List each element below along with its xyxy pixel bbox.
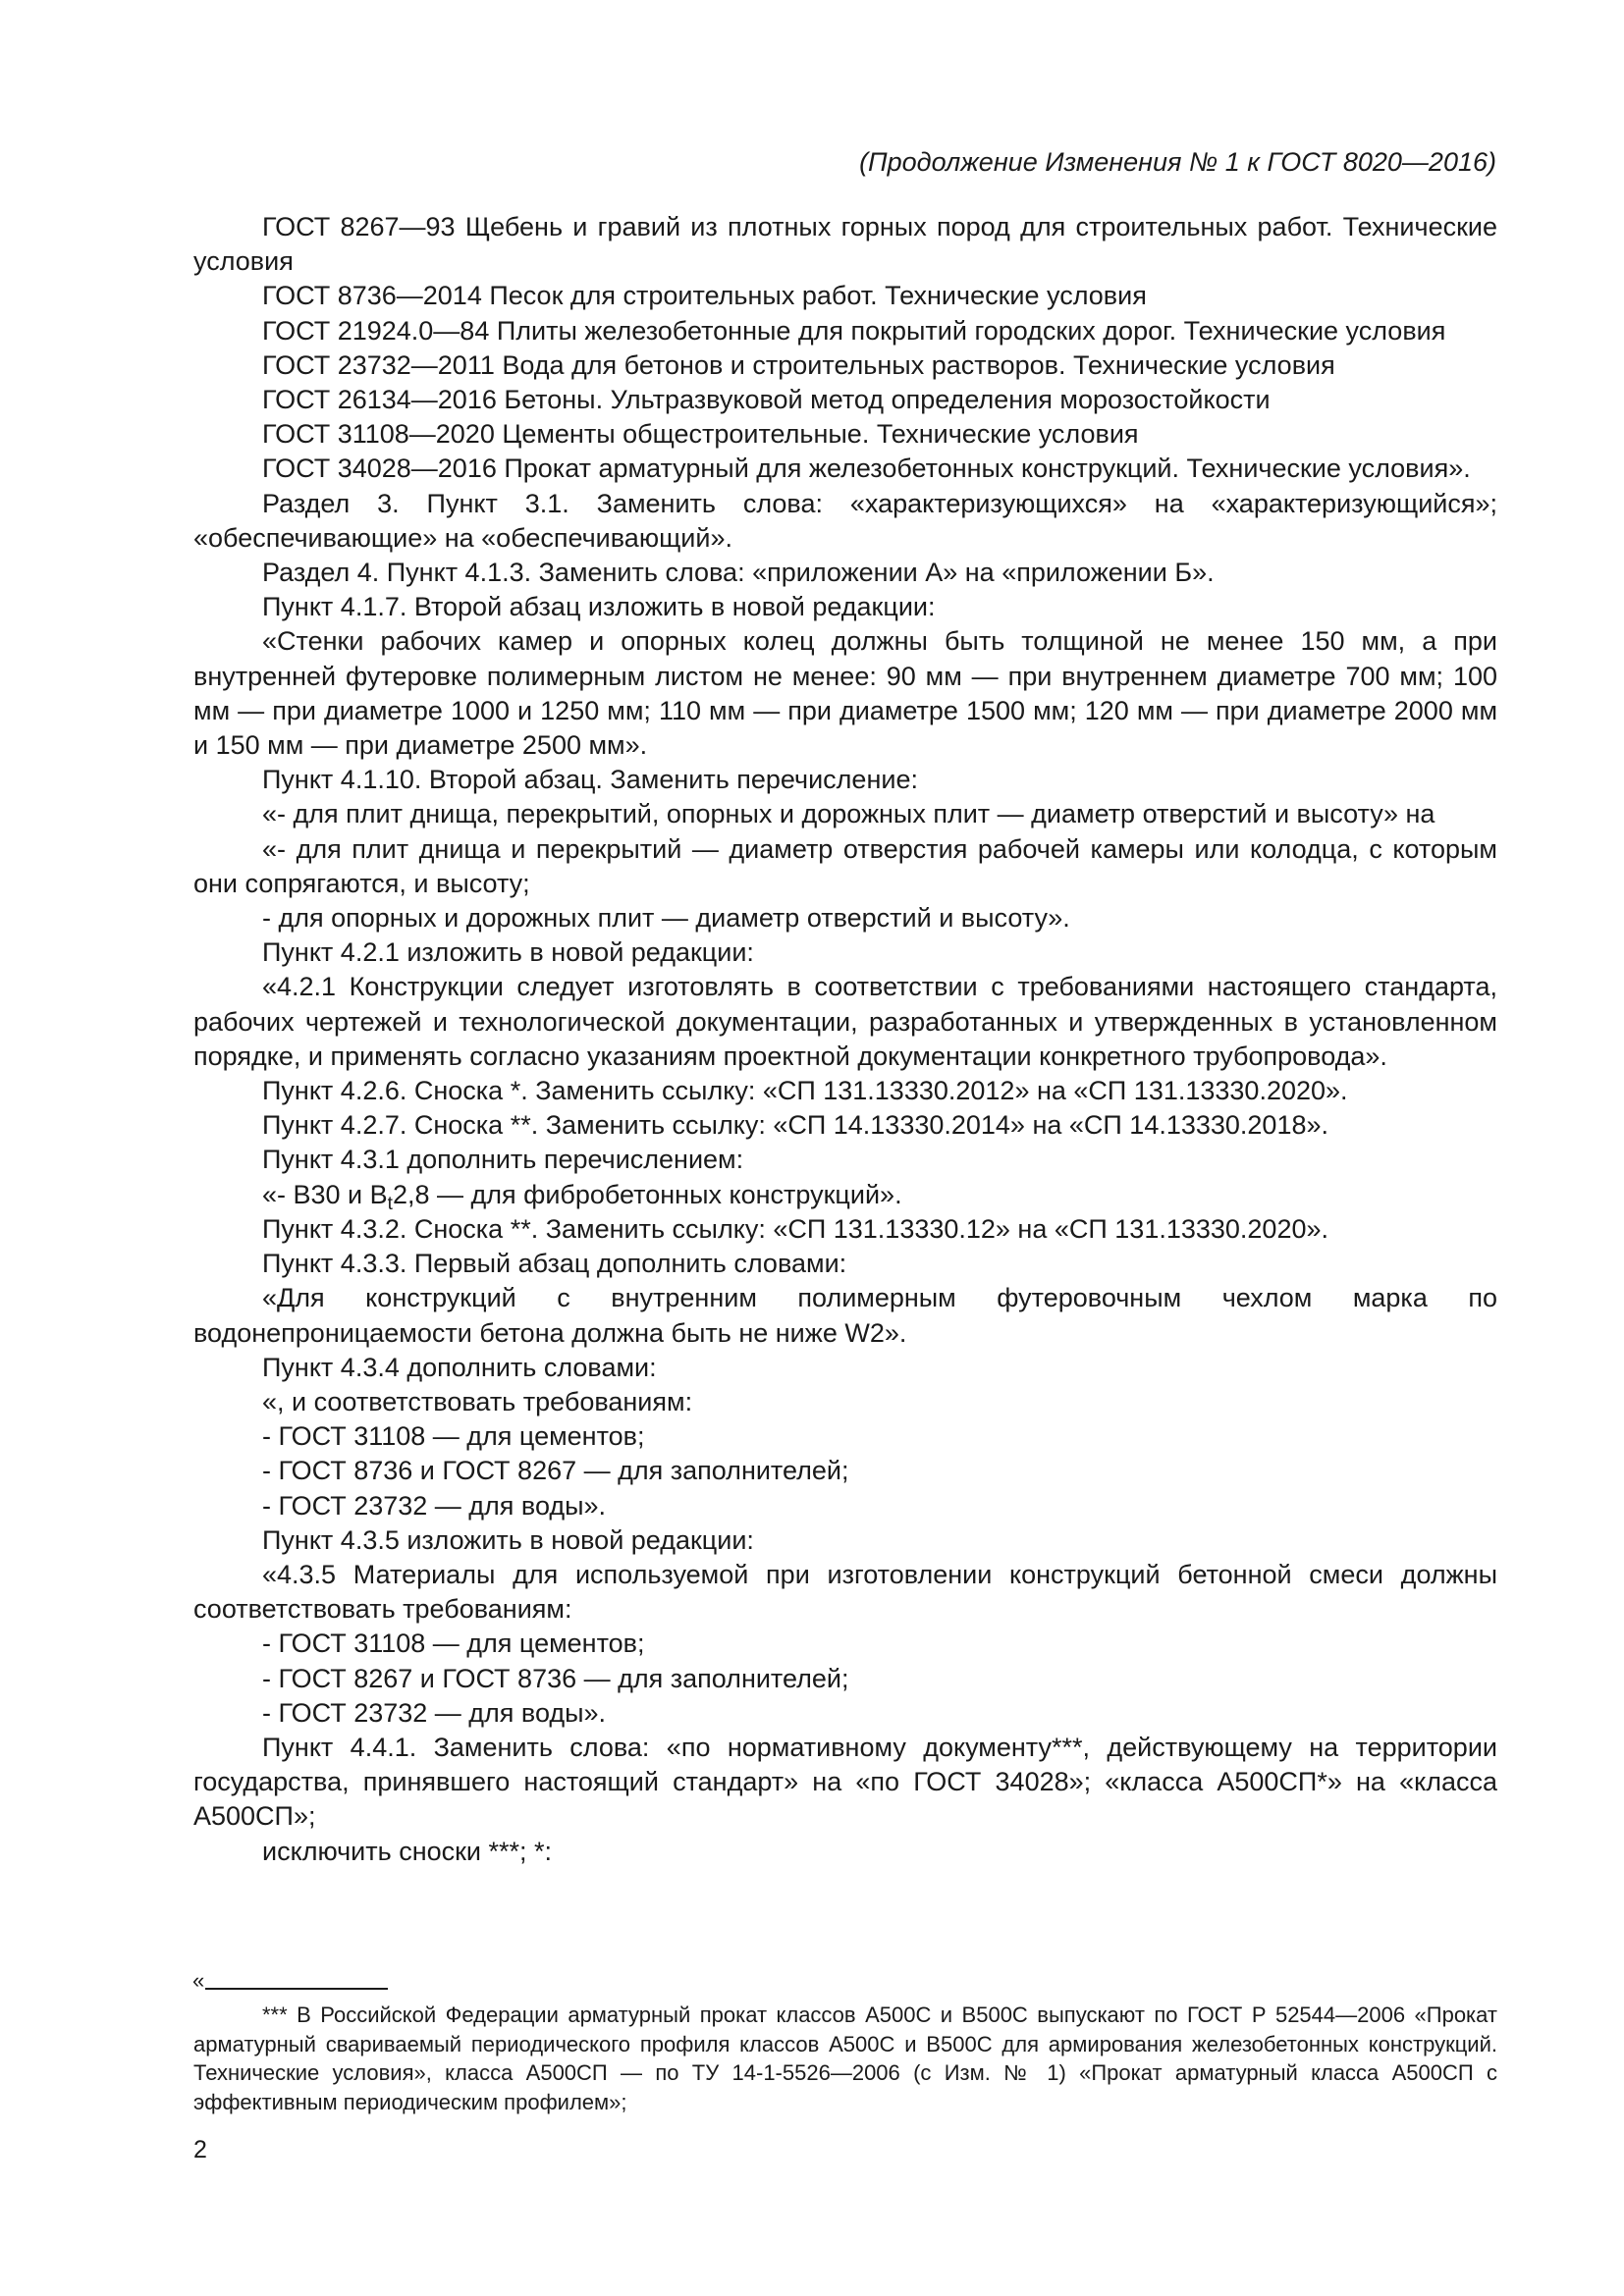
- paragraph: Пункт 4.3.2. Сноска **. Заменить ссылку: «СП 131.13330.12» на «СП 131.13330.2020».: [262, 1213, 1328, 1244]
- subscript: t: [387, 1193, 393, 1214]
- list-item: - ГОСТ 31108 — для цементов;: [262, 1421, 645, 1452]
- paragraph: Пункт 4.3.4 дополнить словами:: [262, 1352, 657, 1382]
- body-text: [193, 210, 1497, 1869]
- list-item: - ГОСТ 8267 и ГОСТ 8736 — для заполнителей;: [262, 1663, 849, 1693]
- paragraph: ГОСТ 21924.0—84 Плиты железобетонные для покрытий городских дорог. Технические условия: [262, 315, 1446, 346]
- paragraph: ГОСТ 8736—2014 Песок для строительных работ. Технические условия: [262, 281, 1147, 311]
- paragraph: Пункт 4.4.1. Заменить слова: «по нормативному документу***, действующему на территории государства, принявшего настоящий стандарт» на «по ГОСТ 34028»; «класса А500СП*» на «класса А500СП»;: [193, 1732, 1497, 1832]
- paragraph: - для опорных и дорожных плит — диаметр отверстий и высоту».: [262, 903, 1070, 934]
- paragraph: ГОСТ 23732—2011 Вода для бетонов и строительных растворов. Технические условия: [262, 349, 1335, 380]
- paragraph: ГОСТ 34028—2016 Прокат арматурный для железобетонных конструкций. Технические условия».: [262, 454, 1471, 484]
- paragraph: ГОСТ 31108—2020 Цементы общестроительные. Технические условия: [262, 419, 1139, 450]
- paragraph: «, и соответствовать требованиям:: [262, 1386, 693, 1416]
- paragraph: ГОСТ 26134—2016 Бетоны. Ультразвуковой метод определения морозостойкости: [262, 385, 1271, 415]
- list-item: - ГОСТ 23732 — для воды».: [262, 1490, 607, 1521]
- footnote: [193, 2001, 1497, 2116]
- paragraph: «4.3.5 Материалы для используемой при изготовлении конструкций бетонной смеси должны соответствовать требованиям:: [193, 1559, 1497, 1625]
- paragraph-subscript: [193, 1178, 1497, 1212]
- paragraph: Пункт 4.1.10. Второй абзац. Заменить перечисление:: [262, 765, 918, 795]
- text-run: 2,8 — для фибробетонных конструкций».: [392, 1179, 902, 1209]
- list-item: - ГОСТ 23732 — для воды».: [262, 1697, 607, 1728]
- paragraph: Пункт 4.2.1 изложить в новой редакции:: [262, 937, 754, 968]
- running-header: (Продолжение Изменения № 1 к ГОСТ 8020—2016): [859, 147, 1496, 177]
- paragraph: Пункт 4.2.6. Сноска *. Заменить ссылку: «СП 131.13330.2012» на «СП 131.13330.2020».: [262, 1076, 1348, 1106]
- page-number: 2: [193, 2136, 207, 2163]
- list-item: - ГОСТ 31108 — для цементов;: [262, 1629, 645, 1659]
- paragraph: «- для плит днища и перекрытий — диаметр отверстия рабочей камеры или колодца, с которым они сопрягаются, и высоту;: [193, 833, 1497, 898]
- text-run: «- В30 и В: [262, 1179, 388, 1209]
- paragraph: «Стенки рабочих камер и опорных колец должны быть толщиной не менее 150 мм, а при внутренней футеровке полимерным листом не менее: 90 мм — при внутреннем диаметре 700 мм; 100 мм — при диаметре 1000 и 1250 мм; 110 мм — при диаметре 1500 мм; 120 мм — при диаметре 2000 мм и 150 мм — при диаметре 2500 мм».: [193, 626, 1497, 761]
- paragraph: исключить сноски ***; *:: [262, 1836, 553, 1866]
- paragraph: Пункт 4.3.1 дополнить перечислением:: [262, 1145, 744, 1175]
- paragraph: «Для конструкций с внутренним полимерным футеровочным чехлом марка по водонепроницаемости бетона должна быть не ниже W2».: [193, 1283, 1497, 1348]
- footnote-divider: [205, 1988, 388, 1990]
- paragraph: «- для плит днища, перекрытий, опорных и дорожных плит — диаметр отверстий и высоту» на: [262, 799, 1435, 829]
- paragraph: «4.2.1 Конструкции следует изготовлять в соответствии с требованиями настоящего стандарта, рабочих чертежей и технологической документации, разработанных и утвержденных в установленном порядке, и применять согласно указаниям проектной документации конкретного трубопровода».: [193, 972, 1497, 1071]
- footnote-text: *** В Российской Федерации арматурный прокат классов А500С и В500С выпускают по ГОСТ Р 52544—2006 «Прокат арматурный свариваемый периодического профиля классов А500С и В500С для армирования железобетонных конструкций. Технические условия», класса А500СП — по ТУ 14-1-5526—2006 (с Изм. № 1) «Прокат арматурный класса А500СП с эффективным периодическим профилем»;: [193, 2002, 1497, 2114]
- paragraph: ГОСТ 8267—93 Щебень и гравий из плотных горных пород для строительных работ. Технические условия: [193, 212, 1497, 277]
- list-item: - ГОСТ 8736 и ГОСТ 8267 — для заполнителей;: [262, 1456, 849, 1486]
- paragraph: Пункт 4.3.5 изложить в новой редакции:: [262, 1524, 754, 1555]
- paragraph: Пункт 4.3.3. Первый абзац дополнить словами:: [262, 1249, 847, 1279]
- paragraph: Пункт 4.2.7. Сноска **. Заменить ссылку: «СП 14.13330.2014» на «СП 14.13330.2018».: [262, 1110, 1328, 1141]
- footnote-open-quote: «: [192, 1968, 205, 1993]
- paragraph: Раздел 4. Пункт 4.1.3. Заменить слова: «приложении А» на «приложении Б».: [262, 558, 1215, 588]
- paragraph: Пункт 4.1.7. Второй абзац изложить в новой редакции:: [262, 592, 936, 622]
- paragraph: Раздел 3. Пункт 3.1. Заменить слова: «характеризующихся» на «характеризующийся»; «обеспечивающие» на «обеспечивающий».: [193, 488, 1497, 553]
